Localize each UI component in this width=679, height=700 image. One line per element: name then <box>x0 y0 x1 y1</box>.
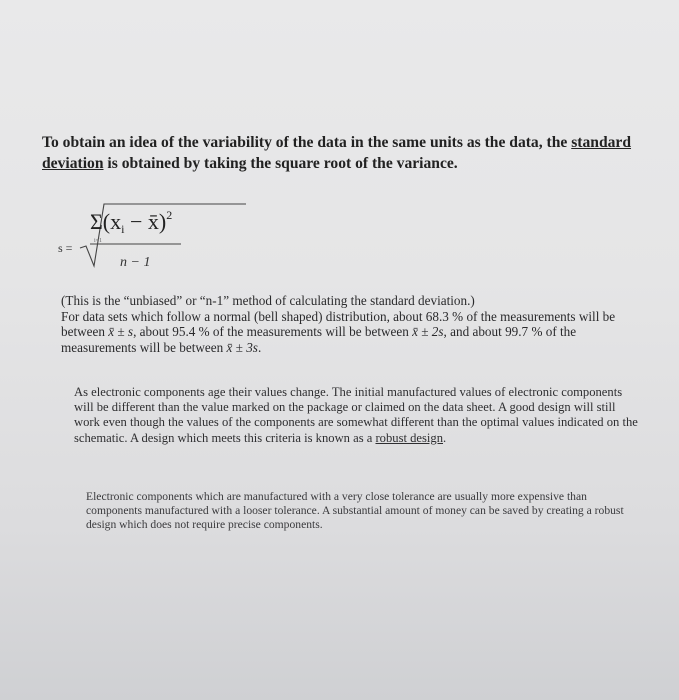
tolerance-paragraph: Electronic components which are manufactured with a very close tolerance are usually more expensive than components manufactured with a looser tolerance. A substantial amount of money can be saved by creating a robust design which does not require precise components. <box>86 490 624 532</box>
intro-text: To obtain an idea of the variability of the data in the same units as the data, the <box>42 134 572 151</box>
std-dev-formula <box>56 196 256 276</box>
sum-lower-limit: i=1 <box>94 238 103 244</box>
standard-deviation-link[interactable]: standard deviation <box>42 134 632 172</box>
intro-paragraph <box>42 132 662 174</box>
formula-lhs: s = <box>58 241 73 255</box>
aging-components-paragraph: As electronic components age their values change. The initial manufactured values of electronic components will be different than the value marked on the package or claimed on the data sheet. A good design will still work even though the values of the components are somewhat different than the optimal values indicated on the schematic. A design which meets this criteria is known as a robust design. <box>74 385 638 445</box>
robust-design-link[interactable]: robust design <box>375 430 443 445</box>
normal-distribution-paragraph <box>61 293 651 355</box>
unbiased-note: (This is the “unbiased” or “n-1” method of calculating the standard deviation.) <box>61 293 475 308</box>
expr-three-sigma: x̄ ± 3s <box>226 339 258 355</box>
expr-two-sigma: x̄ ± 2s <box>412 324 444 340</box>
expr-one-sigma: x̄ ± s <box>108 324 134 340</box>
distribution-text: For data sets which follow a normal (bell shaped) distribution, about 68.3 % of the measurements will be between x̄ ± s, about 95.4 % of the measurements will be between x̄ ± 2s, and about 99.7 % of the measurements will be between x̄ ± 3s. <box>61 308 616 355</box>
intro-text-end: is obtained by taking the square root of the variance. <box>103 155 458 172</box>
formula-denominator: n − 1 <box>120 255 151 270</box>
formula-numerator: Σ(xi − x̄)$^2$ <box>90 208 173 236</box>
